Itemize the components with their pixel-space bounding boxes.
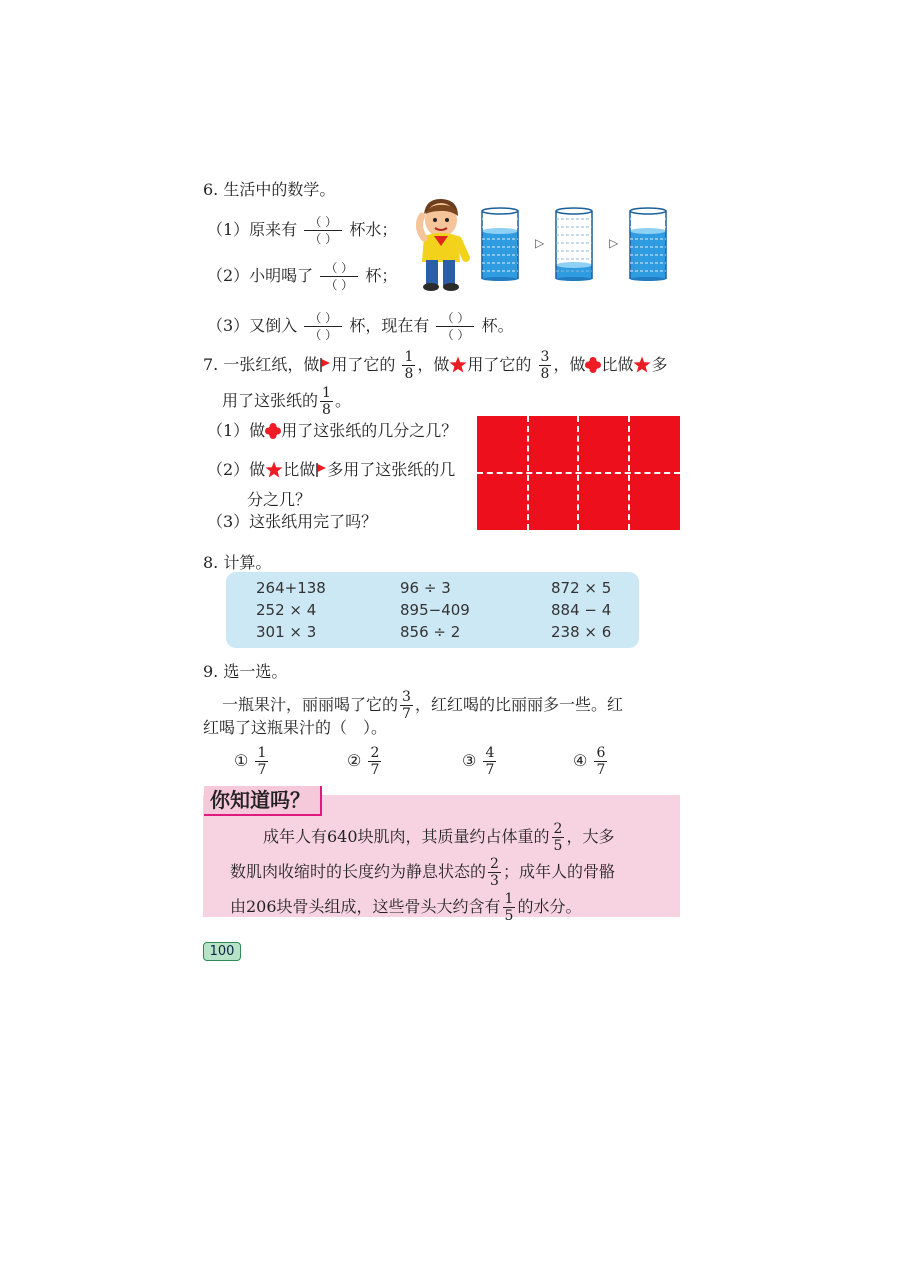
q9-option-4[interactable]: ④ $\frac{6}{7}$ bbox=[573, 745, 606, 778]
did-you-know-title: 你知道吗？ bbox=[204, 786, 322, 816]
q9-title: 9. 选一选。 bbox=[203, 662, 288, 681]
calc-item: 884 − 4 bbox=[551, 601, 612, 619]
calc-item: 96 ÷ 3 bbox=[400, 579, 451, 597]
calc-item: 872 × 5 bbox=[551, 579, 612, 597]
know-line2: 数肌肉收缩时的长度约为静息状态的 $\frac{2}{3}$ ；成年人的骨骼 bbox=[230, 856, 615, 889]
blank-fraction[interactable]: $\frac{( )}{( )}$ bbox=[436, 312, 474, 341]
q9-option-3[interactable]: ③ $\frac{4}{7}$ bbox=[462, 745, 495, 778]
q7-sub2-cont: 分之几？ bbox=[247, 490, 312, 509]
arrow-icon: ▷ bbox=[535, 236, 545, 250]
flag-icon bbox=[319, 357, 331, 373]
know-line1: 成年人有640块肌肉，其质量约占体重的 $\frac{2}{5}$ ，大多 bbox=[263, 821, 615, 854]
cup-partial-icon bbox=[554, 207, 594, 281]
calc-box bbox=[226, 572, 639, 648]
q9-line2: 红喝了这瓶果汁的（ ）。 bbox=[203, 718, 388, 737]
calc-item: 264+138 bbox=[256, 579, 326, 597]
q7-sub2: （2）做 比做 多用了这张纸的几 bbox=[207, 460, 456, 479]
calc-item: 301 × 3 bbox=[256, 623, 317, 641]
blank-fraction[interactable]: $\frac{( )}{( )}$ bbox=[304, 216, 342, 245]
q6-sub3: （3）又倒入 $\frac{( )}{( )}$ 杯，现在有 $\frac{( )}{( )}$ 杯。 bbox=[207, 311, 514, 342]
calc-item: 252 × 4 bbox=[256, 601, 317, 619]
q7-line1: 7. 一张红纸，做 用了它的 $\frac{1}{8}$ ，做 用了它的 $\frac{3}{8}$ ，做 比做 多 bbox=[203, 349, 668, 382]
q9-line1: 一瓶果汁，丽丽喝了它的 $\frac{3}{7}$ ，红红喝的比丽丽多一些。红 bbox=[222, 689, 623, 722]
calc-item: 856 ÷ 2 bbox=[400, 623, 461, 641]
q8-title: 8. 计算。 bbox=[203, 553, 272, 572]
calc-item: 895−409 bbox=[400, 601, 470, 619]
cup-full-icon bbox=[480, 207, 520, 281]
red-paper-grid bbox=[477, 416, 680, 530]
q9-option-2[interactable]: ② $\frac{2}{7}$ bbox=[347, 745, 380, 778]
know-line3: 由206块骨头组成，这些骨头大约含有 $\frac{1}{5}$ 的水分。 bbox=[230, 891, 582, 924]
blank-fraction[interactable]: $\frac{( )}{( )}$ bbox=[304, 312, 342, 341]
q9-option-1[interactable]: ① $\frac{1}{7}$ bbox=[234, 745, 267, 778]
q6-sub1: （1）原来有 $\frac{( )}{( )}$ 杯水； bbox=[207, 215, 398, 246]
q6-sub2: （2）小明喝了 $\frac{( )}{( )}$ 杯； bbox=[207, 261, 398, 292]
q7-sub1: （1）做 用了这张纸的几分之几？ bbox=[207, 421, 458, 440]
star-icon bbox=[633, 356, 651, 373]
q7-line2: 用了这张纸的 $\frac{1}{8}$ 。 bbox=[222, 385, 351, 418]
star-icon bbox=[449, 356, 467, 373]
blank-fraction[interactable]: $\frac{( )}{( )}$ bbox=[320, 262, 358, 291]
cross-flower-icon bbox=[265, 423, 281, 439]
cross-flower-icon bbox=[585, 357, 601, 373]
cup-refilled-icon bbox=[628, 207, 668, 281]
boy-illustration bbox=[410, 196, 472, 292]
star-icon bbox=[265, 461, 283, 478]
calc-item: 238 × 6 bbox=[551, 623, 612, 641]
q6-title: 6. 生活中的数学。 bbox=[203, 180, 336, 199]
page-number: 100 bbox=[203, 942, 241, 961]
flag-icon bbox=[315, 462, 327, 478]
q7-sub3: （3）这张纸用完了吗？ bbox=[207, 512, 378, 531]
arrow-icon: ▷ bbox=[609, 236, 619, 250]
